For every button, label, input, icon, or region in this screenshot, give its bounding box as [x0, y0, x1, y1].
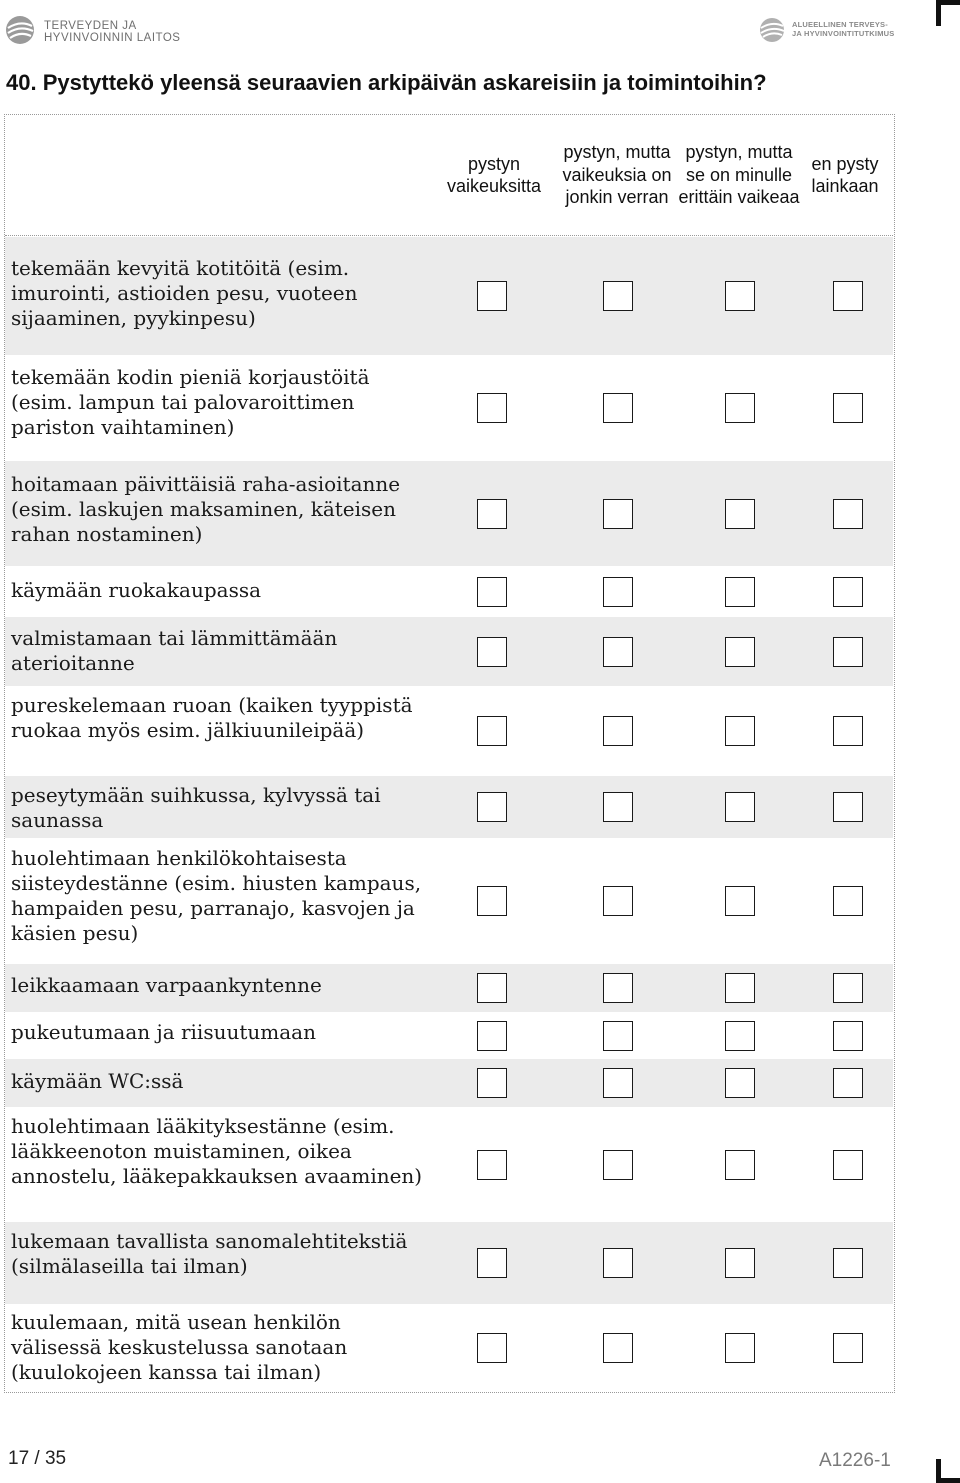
answer-checkbox-4[interactable]: [833, 716, 863, 746]
question-row: [5, 1059, 893, 1107]
row-label: pukeutumaan ja riisuutumaan: [11, 1020, 316, 1044]
answer-checkbox-2[interactable]: [603, 1021, 633, 1051]
column-header: pystyn, mutta vaikeuksia on jonkin verran: [562, 142, 672, 208]
left-logo-line2: HYVINVOINNIN LAITOS: [44, 32, 181, 44]
answer-checkbox-4[interactable]: [833, 973, 863, 1003]
row-label: hoitamaan päivittäisiä raha-asioitanne (esim. laskujen maksaminen, käteisen rahan nostaminen): [11, 472, 401, 546]
question-row: [5, 566, 893, 617]
question-row: [5, 776, 893, 838]
page-number: 17 / 35: [8, 1448, 67, 1469]
answer-checkbox-3[interactable]: [725, 499, 755, 529]
answer-checkbox-3[interactable]: [725, 393, 755, 423]
answer-checkbox-2[interactable]: [603, 393, 633, 423]
answer-checkbox-2[interactable]: [603, 1068, 633, 1098]
question-row: [5, 1012, 893, 1059]
answer-checkbox-1[interactable]: [477, 1150, 507, 1180]
answer-checkbox-2[interactable]: [603, 1333, 633, 1363]
question-row: [5, 355, 893, 461]
answer-checkbox-4[interactable]: [833, 637, 863, 667]
row-label: leikkaamaan varpaankyntenne: [11, 973, 322, 997]
globe-logo-icon: [4, 14, 36, 46]
column-header: pystyn, mutta se on minulle erittäin vaikeaa: [678, 142, 800, 208]
answer-checkbox-4[interactable]: [833, 1150, 863, 1180]
row-label: peseytymään suihkussa, kylvyssä tai saunassa: [11, 783, 381, 832]
answer-checkbox-4[interactable]: [833, 393, 863, 423]
answer-checkbox-4[interactable]: [833, 499, 863, 529]
row-label: pureskelemaan ruoan (kaiken tyyppistä ruokaa myös esim. jälkiuunileipää): [11, 693, 413, 742]
answer-checkbox-4[interactable]: [833, 1248, 863, 1278]
answer-checkbox-2[interactable]: [603, 973, 633, 1003]
answer-checkbox-2[interactable]: [603, 281, 633, 311]
column-header: pystyn vaikeuksitta: [446, 153, 542, 196]
row-label: valmistamaan tai lämmittämään aterioitanne: [11, 626, 338, 675]
question-title: 40. Pystyttekö yleensä seuraavien arkipäivän askareisiin ja toimintoihin?: [6, 70, 767, 95]
answer-checkbox-3[interactable]: [725, 886, 755, 916]
question-row: [5, 1304, 893, 1392]
answer-checkbox-2[interactable]: [603, 637, 633, 667]
question-row: [5, 1222, 893, 1304]
answer-checkbox-1[interactable]: [477, 281, 507, 311]
answer-checkbox-4[interactable]: [833, 281, 863, 311]
answer-checkbox-3[interactable]: [725, 1021, 755, 1051]
crop-mark-bottom: [936, 1478, 960, 1483]
answer-checkbox-3[interactable]: [725, 716, 755, 746]
row-label: lukemaan tavallista sanomalehtitekstiä (silmälaseilla tai ilman): [11, 1229, 408, 1278]
row-label: tekemään kodin pieniä korjaustöitä (esim. lampun tai palovaroittimen pariston vaihtaminen): [11, 365, 370, 439]
answer-checkbox-1[interactable]: [477, 637, 507, 667]
answer-checkbox-3[interactable]: [725, 1068, 755, 1098]
answer-checkbox-4[interactable]: [833, 886, 863, 916]
answer-checkbox-4[interactable]: [833, 1333, 863, 1363]
row-label: käymään ruokakaupassa: [11, 578, 262, 602]
header-divider: [5, 235, 893, 236]
answer-checkbox-3[interactable]: [725, 792, 755, 822]
answer-checkbox-3[interactable]: [725, 281, 755, 311]
answer-checkbox-1[interactable]: [477, 1333, 507, 1363]
thl-logo: [4, 14, 204, 48]
right-logo-line2: JA HYVINVOINTITUTKIMUS: [792, 29, 895, 38]
question-row: [5, 617, 893, 686]
answer-checkbox-2[interactable]: [603, 1150, 633, 1180]
row-label: tekemään kevyitä kotitöitä (esim. imurointi, astioiden pesu, vuoteen sijaaminen, pyykinpesu): [11, 256, 358, 330]
answer-checkbox-1[interactable]: [477, 716, 507, 746]
question-row: [5, 964, 893, 1012]
answer-checkbox-1[interactable]: [477, 1068, 507, 1098]
answer-checkbox-3[interactable]: [725, 637, 755, 667]
answer-checkbox-1[interactable]: [477, 886, 507, 916]
answer-checkbox-1[interactable]: [477, 792, 507, 822]
question-row: [5, 461, 893, 566]
answer-checkbox-2[interactable]: [603, 577, 633, 607]
answer-checkbox-3[interactable]: [725, 577, 755, 607]
answer-checkbox-4[interactable]: [833, 792, 863, 822]
answer-checkbox-2[interactable]: [603, 792, 633, 822]
crop-mark-top: [936, 0, 960, 5]
answer-checkbox-3[interactable]: [725, 973, 755, 1003]
question-row: [5, 1107, 893, 1222]
row-label: käymään WC:ssä: [11, 1069, 184, 1093]
row-label: huolehtimaan lääkityksestänne (esim. lääkkeenoton muistaminen, oikea annostelu, lääkepakkauksen avaaminen): [11, 1114, 423, 1188]
answer-checkbox-2[interactable]: [603, 886, 633, 916]
globe-logo-icon: [758, 16, 786, 44]
answer-checkbox-4[interactable]: [833, 1068, 863, 1098]
answer-checkbox-2[interactable]: [603, 716, 633, 746]
question-row: [5, 686, 893, 776]
answer-checkbox-2[interactable]: [603, 499, 633, 529]
answer-checkbox-1[interactable]: [477, 1248, 507, 1278]
row-label: huolehtimaan henkilökohtaisesta siisteydestänne (esim. hiusten kampaus, hampaiden pesu, parranajo, kasvojen ja käsien pesu): [11, 846, 422, 945]
answer-checkbox-1[interactable]: [477, 393, 507, 423]
answer-checkbox-3[interactable]: [725, 1150, 755, 1180]
question-row: [5, 237, 893, 355]
question-row: [5, 838, 893, 964]
left-logo-line1: TERVEYDEN JA: [44, 20, 137, 32]
answer-checkbox-1[interactable]: [477, 1021, 507, 1051]
answer-checkbox-2[interactable]: [603, 1248, 633, 1278]
answer-checkbox-1[interactable]: [477, 499, 507, 529]
column-header: en pysty lainkaan: [811, 153, 879, 196]
answer-checkbox-3[interactable]: [725, 1333, 755, 1363]
ath-logo: [758, 16, 908, 46]
question-table: [4, 114, 895, 1393]
answer-checkbox-3[interactable]: [725, 1248, 755, 1278]
answer-checkbox-4[interactable]: [833, 1021, 863, 1051]
page-header: [0, 0, 960, 60]
row-label: kuulemaan, mitä usean henkilön välisessä keskustelussa sanotaan (kuulokojeen kanssa tai ilman): [11, 1310, 348, 1384]
answer-checkbox-1[interactable]: [477, 577, 507, 607]
answer-checkbox-4[interactable]: [833, 577, 863, 607]
right-logo-line1: ALUEELLINEN TERVEYS-: [792, 20, 888, 29]
form-code: A1226-1: [819, 1450, 891, 1471]
answer-checkbox-1[interactable]: [477, 973, 507, 1003]
